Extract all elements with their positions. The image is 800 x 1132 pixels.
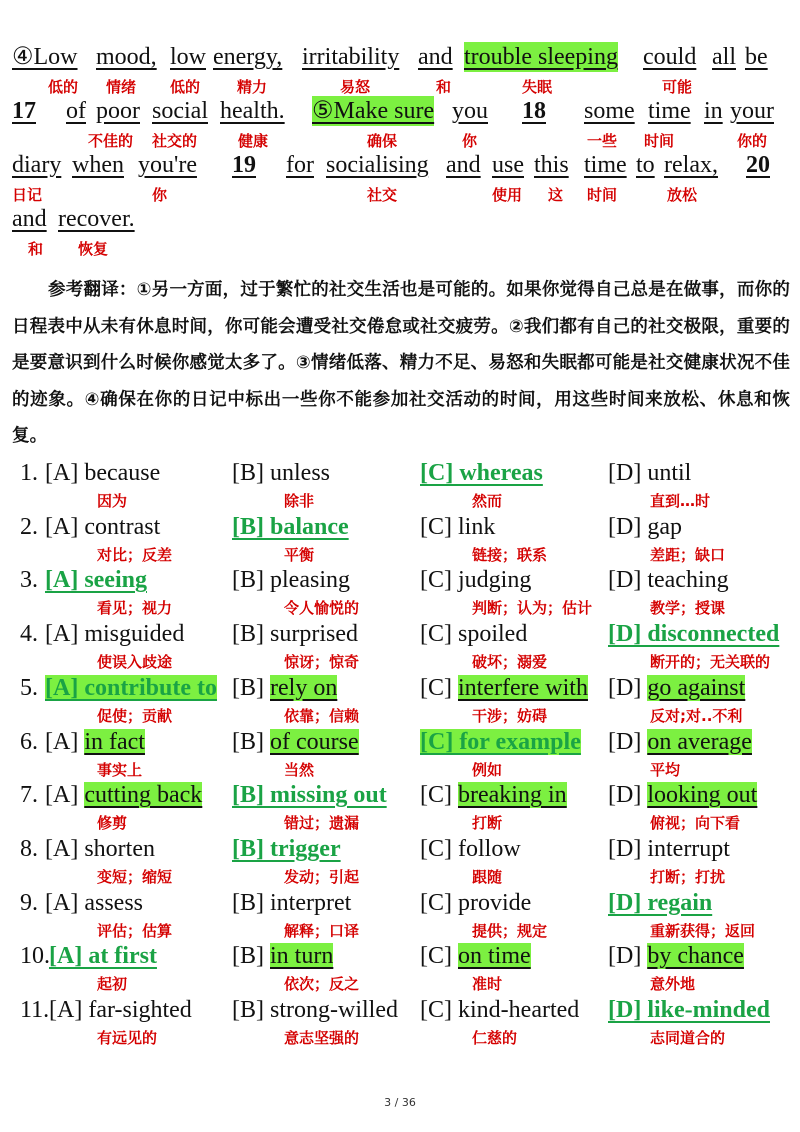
option-gloss: 评估；估算 <box>97 921 173 940</box>
option-label: [D] <box>608 513 648 540</box>
question-row <box>0 727 800 781</box>
option-text: breaking in <box>458 782 567 809</box>
gloss-word: 健康 <box>238 132 269 150</box>
gloss-word: 和 <box>28 240 44 258</box>
blank-20: 20 <box>746 152 770 178</box>
correct-answer: [D] regain <box>608 889 713 916</box>
option-gloss: 链接；联系 <box>472 545 548 564</box>
gloss-word: 时间 <box>644 132 675 150</box>
option-label: [C] <box>420 943 458 970</box>
option-gloss: 断开的；无关联的 <box>650 653 771 672</box>
option-gloss: 令人愉悦的 <box>284 599 360 618</box>
passage-word: relax, <box>664 152 718 178</box>
gloss-word: 低的 <box>170 78 201 96</box>
option-text: in fact <box>84 728 145 755</box>
option-a <box>45 565 147 595</box>
question-number: 6. <box>20 728 38 755</box>
option-d <box>608 458 691 488</box>
gloss-word: 失眠 <box>522 78 553 96</box>
option-gloss: 例如 <box>472 760 503 779</box>
reference-translation <box>12 272 790 455</box>
option-label: [A] <box>45 460 85 486</box>
option-a <box>45 458 160 488</box>
passage-word: low <box>170 44 206 70</box>
option-gloss: 直到…时 <box>650 492 711 510</box>
question-number: 4. <box>20 621 38 648</box>
option-a <box>45 512 160 542</box>
option-text: rely on <box>270 674 338 701</box>
question-number: 8. <box>20 835 38 862</box>
option-c <box>420 780 567 810</box>
option-gloss: 对比；反差 <box>97 545 173 564</box>
question-row <box>0 673 800 727</box>
option-text: provide <box>458 889 532 916</box>
option-gloss: 破坏；溺爱 <box>472 653 548 672</box>
question-number: 11. <box>20 997 50 1023</box>
passage-word: and <box>12 206 47 232</box>
option-label: [A] <box>45 782 85 809</box>
option-gloss: 看见；视力 <box>97 599 173 618</box>
option-gloss: 差距；缺口 <box>650 545 726 564</box>
option-label: [D] <box>608 460 648 486</box>
gloss-word: 你的 <box>737 132 768 150</box>
question-number: 9. <box>20 889 38 916</box>
gloss-word: 你 <box>152 186 168 204</box>
passage-word: energy, <box>213 44 283 70</box>
option-gloss: 干涉；妨碍 <box>472 706 548 725</box>
option-c <box>420 619 527 649</box>
option-text: follow <box>458 835 521 862</box>
option-label: [A] <box>45 889 85 916</box>
option-gloss: 俯视；向下看 <box>650 814 741 833</box>
option-gloss: 平均 <box>650 760 681 779</box>
option-text: interfere with <box>458 674 588 701</box>
option-gloss: 依次；反之 <box>284 975 360 994</box>
correct-answer: [B] balance <box>232 513 349 540</box>
option-label: [A] <box>45 621 85 648</box>
passage-word: time <box>648 98 691 124</box>
option-gloss: 然而 <box>472 492 503 510</box>
option-a <box>49 941 157 971</box>
passage-word: and <box>418 44 453 70</box>
option-a <box>45 673 217 703</box>
option-d <box>608 834 730 864</box>
option-c <box>420 565 531 595</box>
gloss-word: 日记 <box>12 186 43 204</box>
blank-19: 19 <box>232 152 256 178</box>
option-a <box>49 995 192 1025</box>
option-gloss: 跟随 <box>472 867 503 886</box>
passage-word: your <box>730 98 774 124</box>
option-b <box>232 780 387 810</box>
correct-answer: [A] seeing <box>45 567 147 594</box>
translation-label: 参考翻译： <box>48 280 137 300</box>
option-label: [C] <box>420 997 458 1023</box>
gloss-word: 你 <box>462 132 478 150</box>
passage-highlight: trouble sleeping <box>464 44 618 70</box>
passage-word: all <box>712 44 736 70</box>
passage-gloss-2 <box>12 130 792 152</box>
blank-17: 17 <box>12 98 36 124</box>
correct-answer: [D] like-minded <box>608 997 770 1023</box>
option-label: [A] <box>45 728 85 755</box>
option-gloss: 意外地 <box>650 975 696 994</box>
gloss-word: 社交的 <box>152 132 198 150</box>
option-gloss: 起初 <box>97 975 128 994</box>
option-c <box>420 995 579 1025</box>
option-b <box>232 888 351 918</box>
option-text: gap <box>647 513 682 540</box>
gloss-word: 低的 <box>48 78 79 96</box>
option-text: by chance <box>647 943 744 970</box>
passage-word: for <box>286 152 314 178</box>
option-text: spoiled <box>458 621 528 648</box>
option-label: [B] <box>232 621 270 648</box>
option-text: misguided <box>84 621 185 648</box>
option-label: [D] <box>608 835 648 862</box>
passage-gloss-4 <box>12 238 792 260</box>
question-number: 2. <box>20 513 38 540</box>
question-row <box>0 888 800 942</box>
option-gloss: 事实上 <box>97 760 143 779</box>
option-gloss: 除非 <box>284 492 315 510</box>
option-gloss: 提供；规定 <box>472 921 548 940</box>
option-gloss: 准时 <box>472 975 503 994</box>
question-number: 3. <box>20 567 38 594</box>
option-gloss: 错过；遗漏 <box>284 814 360 833</box>
option-c <box>420 834 521 864</box>
option-gloss: 有远见的 <box>97 1029 158 1047</box>
option-a <box>45 834 155 864</box>
correct-answer: [A] at first <box>49 943 157 970</box>
page-number: 3 / 36 <box>384 1096 416 1109</box>
option-d <box>608 512 682 542</box>
option-label: [A] <box>45 513 85 540</box>
gloss-word: 情绪 <box>106 78 137 96</box>
option-text: unless <box>270 460 330 486</box>
gloss-word: 使用 <box>492 186 523 204</box>
correct-answer: [A] contribute to <box>45 674 217 701</box>
option-text: judging <box>458 567 532 594</box>
option-label: [A] <box>49 997 89 1023</box>
gloss-word: 恢复 <box>78 240 109 258</box>
option-a <box>45 888 143 918</box>
option-text: interrupt <box>647 835 730 862</box>
option-label: [C] <box>420 674 458 701</box>
option-label: [D] <box>608 567 648 594</box>
option-gloss: 志同道合的 <box>650 1029 726 1047</box>
option-a <box>45 727 145 757</box>
option-gloss: 解释；口译 <box>284 921 360 940</box>
option-text: pleasing <box>270 567 350 594</box>
option-c <box>420 458 543 488</box>
correct-answer: [C] for example <box>420 728 581 755</box>
gloss-word: 可能 <box>662 78 693 96</box>
option-gloss: 促使；贡献 <box>97 706 173 725</box>
option-gloss: 惊讶；惊奇 <box>284 653 360 672</box>
option-b <box>232 673 337 703</box>
option-gloss: 重新获得；返回 <box>650 921 756 940</box>
option-gloss: 意志坚强的 <box>284 1029 360 1047</box>
option-label: [C] <box>420 621 458 648</box>
option-text: teaching <box>647 567 729 594</box>
passage-word: diary <box>12 152 62 178</box>
option-d <box>608 673 745 703</box>
question-number: 5. <box>20 674 38 701</box>
question-row <box>0 834 800 888</box>
option-b <box>232 565 350 595</box>
passage-word: in <box>704 98 723 124</box>
passage-word: social <box>152 98 208 124</box>
gloss-word: 这 <box>548 186 564 204</box>
option-gloss: 判断；认为；估计 <box>472 599 593 618</box>
option-label: [B] <box>232 889 270 916</box>
option-text: contrast <box>84 513 161 540</box>
option-text: cutting back <box>84 782 203 809</box>
option-a <box>45 619 184 649</box>
option-gloss: 当然 <box>284 760 315 779</box>
option-c <box>420 888 531 918</box>
option-gloss: 教学；授课 <box>650 599 726 618</box>
option-text: shorten <box>84 835 155 862</box>
option-d <box>608 995 770 1025</box>
question-row <box>0 512 800 566</box>
passage-word: socialising <box>326 152 429 178</box>
translation-text: ①另一方面，过于繁忙的社交生活也是可能的。如果你觉得自己总是在做事，而你的日程表中从未有休息时间，你可能会遭受社交倦怠或社交疲劳。②我们都有自己的社交极限，重要的是要意识到什么时候你感觉太多了。③情绪低落、精力不足、易怒和失眠都可能是社交健康状况不佳的迹象。④确保在你的日记中标出一些你不能参加社交活动的时间，用这些时间来放松、休息和恢复。 <box>12 280 790 446</box>
option-d <box>608 619 779 649</box>
option-text: interpret <box>270 889 352 916</box>
passage-gloss-1 <box>12 76 792 98</box>
passage-word: and <box>446 152 481 178</box>
option-text: of course <box>270 728 359 755</box>
option-b <box>232 995 398 1025</box>
option-b <box>232 941 333 971</box>
option-label: [C] <box>420 835 458 862</box>
option-b <box>232 727 359 757</box>
option-label: [B] <box>232 997 270 1023</box>
option-text: until <box>647 460 692 486</box>
option-d <box>608 888 712 918</box>
option-gloss: 打断 <box>472 814 503 833</box>
gloss-word: 和 <box>436 78 452 96</box>
option-gloss: 发动；引起 <box>284 867 360 886</box>
passage-word: health. <box>220 98 285 124</box>
correct-answer: [B] missing out <box>232 782 387 809</box>
option-a <box>45 780 202 810</box>
option-b <box>232 834 341 864</box>
option-gloss: 依靠；信赖 <box>284 706 360 725</box>
option-label: [D] <box>608 782 648 809</box>
option-text: go against <box>647 674 746 701</box>
gloss-word: 易怒 <box>340 78 371 96</box>
option-label: [B] <box>232 674 270 701</box>
passage-word: be <box>745 44 768 70</box>
option-c <box>420 512 495 542</box>
gloss-word: 放松 <box>667 186 698 204</box>
passage-word: some <box>584 98 635 124</box>
option-text: kind-hearted <box>458 997 580 1023</box>
option-gloss: 因为 <box>97 492 128 510</box>
passage-word: time <box>584 152 627 178</box>
correct-answer: [B] trigger <box>232 835 341 862</box>
option-label: [C] <box>420 889 458 916</box>
gloss-word: 时间 <box>587 186 618 204</box>
option-text: assess <box>84 889 143 916</box>
passage-word: mood, <box>96 44 157 70</box>
option-text: because <box>84 460 161 486</box>
option-label: [B] <box>232 460 270 486</box>
option-label: [D] <box>608 674 648 701</box>
option-gloss: 仁慈的 <box>472 1029 518 1047</box>
option-d <box>608 780 757 810</box>
passage-word: irritability <box>302 44 400 70</box>
question-row <box>0 565 800 619</box>
passage-word: to <box>636 152 655 178</box>
question-row <box>0 995 800 1049</box>
passage-word: when <box>72 152 124 178</box>
blank-18: 18 <box>522 98 546 124</box>
option-gloss: 使误入歧途 <box>97 653 173 672</box>
option-text: strong-willed <box>270 997 398 1023</box>
question-number: 10. <box>20 943 50 970</box>
option-gloss: 反对;对..不利 <box>650 706 743 725</box>
question-number: 1. <box>20 460 38 486</box>
option-b <box>232 619 358 649</box>
passage-word: could <box>643 44 697 70</box>
option-text: on average <box>647 728 752 755</box>
option-d <box>608 727 752 757</box>
question-number: 7. <box>20 782 38 809</box>
option-label: [D] <box>608 943 648 970</box>
option-label: [C] <box>420 567 458 594</box>
option-label: [C] <box>420 513 458 540</box>
option-d <box>608 941 744 971</box>
option-b <box>232 512 349 542</box>
option-c <box>420 727 581 757</box>
gloss-word: 不佳的 <box>88 132 134 150</box>
option-text: on time <box>458 943 531 970</box>
gloss-word: 精力 <box>237 78 268 96</box>
passage-word: ④Low <box>12 44 78 70</box>
option-text: far-sighted <box>88 997 192 1023</box>
gloss-word: 确保 <box>367 132 398 150</box>
option-text: link <box>458 513 496 540</box>
correct-answer: [D] disconnected <box>608 621 780 648</box>
option-text: surprised <box>270 621 358 648</box>
option-gloss: 打断；打扰 <box>650 867 726 886</box>
question-row <box>0 619 800 673</box>
option-gloss: 修剪 <box>97 814 128 833</box>
passage-word: recover. <box>58 206 135 232</box>
passage-gloss-3 <box>12 184 792 206</box>
option-label: [B] <box>232 567 270 594</box>
gloss-word: 一些 <box>587 132 618 150</box>
option-label: [A] <box>45 835 85 862</box>
option-label: [C] <box>420 782 458 809</box>
option-label: [B] <box>232 943 270 970</box>
passage-word: of <box>66 98 86 124</box>
option-c <box>420 941 531 971</box>
passage-word: this <box>534 152 569 178</box>
option-text: looking out <box>647 782 758 809</box>
option-label: [B] <box>232 728 270 755</box>
passage-word: use <box>492 152 524 178</box>
passage-word: poor <box>96 98 140 124</box>
passage-word: you're <box>138 152 197 178</box>
question-row <box>0 458 800 512</box>
option-label: [D] <box>608 728 648 755</box>
gloss-word: 社交 <box>367 186 398 204</box>
option-c <box>420 673 588 703</box>
option-d <box>608 565 729 595</box>
question-row <box>0 780 800 834</box>
option-b <box>232 458 330 488</box>
option-gloss: 平衡 <box>284 545 315 564</box>
correct-answer: [C] whereas <box>420 460 543 486</box>
question-row <box>0 941 800 995</box>
passage-highlight: ⑤Make sure <box>312 98 435 124</box>
option-gloss: 变短；缩短 <box>97 867 173 886</box>
option-text: in turn <box>270 943 334 970</box>
passage-word: you <box>452 98 488 124</box>
